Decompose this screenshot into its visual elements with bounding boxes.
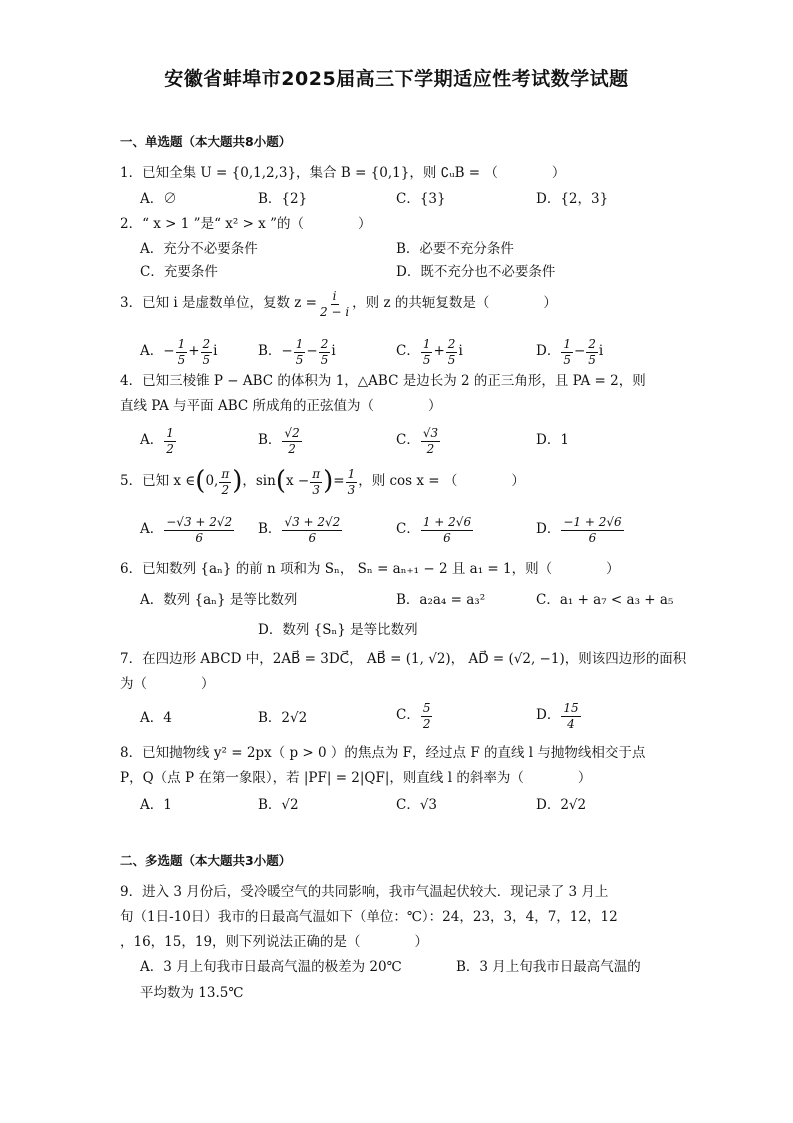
question-stem-line-2: P，Q（点 P 在第一象限），若 |PF| = 2|QF|，则直线 l 的斜率为（ ） (120, 770, 592, 786)
question-stem: 6．已知数列 {aₙ} 的前 n 项和为 Sₙ， Sₙ = aₙ₊₁ − 2 且 a₁ = 1，则（ ） (120, 561, 620, 577)
question-stem-line-1: 8．已知抛物线 y² = 2px（ p > 0 ）的焦点为 F，经过点 F 的直线 l 与抛物线相交于点 (120, 745, 646, 761)
option-a: A．− $\frac{1}{5}$ + $\frac{2}{5}$ i (140, 337, 218, 367)
option-d: D．既不充分也不必要条件 (396, 264, 556, 280)
option-c: C． $\frac{5}{2}$ (396, 701, 431, 731)
section-heading-single-choice: 一、单选题（本大题共8小题） (120, 134, 292, 149)
question-stem-line-3: ，16，15，19，则下列说法正确的是（ ） (120, 934, 429, 950)
option-d: D．数列 {Sₙ} 是等比数列 (258, 622, 418, 638)
question-stem: 2．“ x > 1 ”是“ x² > x ”的（ ） (120, 216, 372, 232)
option-b: B． $\frac{√2}{2}$ (258, 426, 300, 456)
question-stem-line-2: 为（ ） (120, 676, 215, 692)
option-a: A． $\frac{1}{2}$ (140, 426, 174, 456)
option-a: A．数列 {aₙ} 是等比数列 (140, 592, 298, 608)
option-d: D．1 (536, 432, 569, 448)
option-b: B．2√2 (258, 710, 308, 726)
question-stem-line-1: 9．进入 3 月份后，受冷暖空气的共同影响，我市气温起伏较大．现记录了 3 月上 (120, 884, 609, 900)
option-d: D． $\frac{1}{5}$ − $\frac{2}{5}$ i (536, 337, 604, 367)
option-d: D． $\frac{15}{4}$ (536, 701, 579, 731)
question-stem (120, 290, 557, 318)
option-d: D． $\frac{-1 + 2√6}{6}$ (536, 515, 622, 545)
question-stem-line-1: 4．已知三棱锥 P − ABC 的体积为 1，△ABC 是边长为 2 的正三角形，且 PA = 2，则 (120, 373, 646, 389)
option-b: B．a₂a₄ = a₃² (396, 592, 486, 608)
option-c: C． $\frac{√3}{2}$ (396, 426, 439, 456)
stem-text: ，则 z 的共轭复数是（ ） (352, 295, 557, 312)
option-b: B．{2} (258, 191, 308, 207)
option-b: B．− $\frac{1}{5}$ − $\frac{2}{5}$ i (258, 337, 336, 367)
option-b: B．√2 (258, 797, 299, 813)
option-d: D．2√2 (536, 797, 587, 813)
option-c: C． $\frac{1 + 2√6}{6}$ (396, 515, 472, 545)
option-a: A． $\frac{-√3 + 2√2}{6}$ (140, 515, 233, 545)
option-b: B．必要不充分条件 (396, 241, 514, 257)
option-b: B．3 月上旬我市日最高气温的 (456, 959, 641, 975)
option-b-continued: 平均数为 13.5℃ (140, 985, 244, 1001)
question-stem-line-2: 直线 PA 与平面 ABC 所成角的正弦值为（ ） (120, 398, 442, 414)
question-stem: 5．已知 x ∈ ( 0, $\frac{\pi}{2}$ ) ，sin ( x − $\frac{\pi}{3}$ ) = $\frac{1}{3}$ ，则 cos x = （ ） (120, 466, 525, 497)
option-a: A．充分不必要条件 (140, 241, 258, 257)
option-a: A．4 (140, 710, 172, 726)
option-a: A．1 (140, 797, 172, 813)
question-stem-line-2: 旬（1日-10日）我市的日最高气温如下（单位：℃）：24，23，3，4，7，12，12 (120, 909, 618, 925)
stem-text: 3．已知 i 是虚数单位，复数 z = (120, 295, 317, 312)
option-c: C．{3} (396, 191, 446, 207)
section-heading-multiple-choice: 二、多选题（本大题共3小题） (120, 853, 292, 868)
option-b: B． $\frac{√3 + 2√2}{6}$ (258, 515, 341, 545)
question-stem: 1．已知全集 U = {0,1,2,3}，集合 B = {0,1}，则 ∁ᵤB = （ ） (120, 165, 566, 181)
option-c: C．a₁ + a₇ < a₃ + a₅ (536, 592, 674, 608)
option-a: A．∅ (140, 191, 177, 207)
option-d: D．{2，3} (536, 191, 609, 207)
fraction: $\frac{i}{2 - i}$ (320, 289, 350, 319)
option-c: C．√3 (396, 797, 438, 813)
option-c: C．充要条件 (140, 264, 218, 280)
option-a: A．3 月上旬我市日最高气温的极差为 20℃ (140, 959, 402, 975)
page-title: 安徽省蚌埠市2025届高三下学期适应性考试数学试题 (164, 68, 629, 90)
question-stem-line-1: 7．在四边形 ABCD 中，2AB⃗ = 3DC⃗， AB⃗ = (1, √2)， AD⃗ = (√2, −1)，则该四边形的面积 (120, 651, 687, 667)
option-c: C． $\frac{1}{5}$ + $\frac{2}{5}$ i (396, 337, 463, 367)
